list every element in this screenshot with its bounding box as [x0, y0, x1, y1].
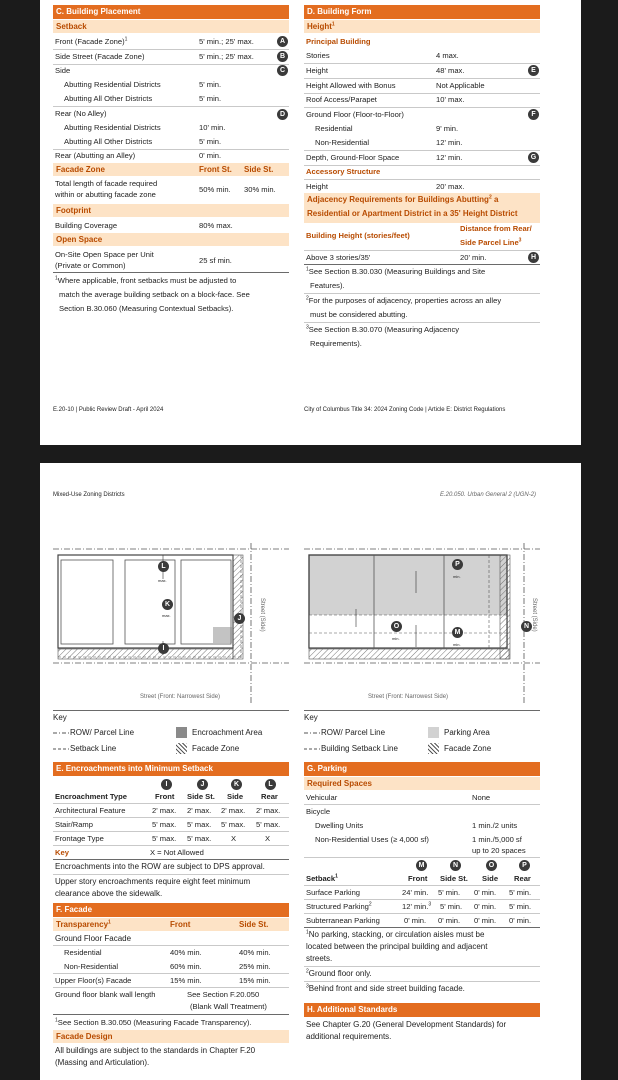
coverage-value: 80% max.	[199, 221, 233, 230]
diagram-marker-n: N	[521, 621, 532, 632]
e-col-type: Encroachment Type	[55, 792, 128, 801]
facade-zone-swatch	[176, 743, 187, 754]
key-left-encroach: Encroachment Area	[192, 728, 263, 737]
c-row-front-label: Front (Facade Zone)$^1$	[55, 36, 128, 46]
facade-front-value: 50% min.	[199, 185, 231, 194]
marker-e: E	[528, 65, 539, 76]
facade-row-label-1: Total length of facade required	[55, 179, 158, 188]
section-f-facade	[53, 903, 289, 1078]
divider	[304, 322, 540, 323]
f-row-upper-side: 15% min.	[239, 976, 271, 985]
setback-line-swatch	[53, 745, 69, 753]
g-marker-n: N	[450, 860, 461, 871]
d-row-roof-label: Roof Access/Parapet	[306, 95, 377, 104]
g-row-surface-side: 0' min.	[474, 888, 497, 897]
c-row-side-res-value: 5' min.	[199, 80, 222, 89]
footer-left: E.20-10 | Public Review Draft - April 2024	[53, 407, 164, 413]
section-h-header: H. Additional Standards	[304, 1003, 540, 1017]
section-h-additional	[304, 1003, 540, 1053]
section-g-header: G. Parking	[304, 762, 540, 776]
section-g-parking	[304, 762, 540, 1002]
g-nonres-value-1: 1 min./5,000 sf	[472, 835, 522, 844]
g-bicycle-label: Bicycle	[306, 807, 331, 816]
e-row-stair-side-st: 5' max.	[187, 820, 212, 829]
g-note-1a: $^1$No parking, stacking, or circulation aisles must be	[306, 929, 485, 939]
open-value: 25 sf min.	[199, 256, 232, 265]
d-note-2a: $^2$For the purposes of adjacency, properties across an alley	[306, 295, 502, 305]
diagram-min-m: min.	[453, 642, 461, 647]
transparency-subheader: Transparency$^1$ Front Side St.	[53, 918, 289, 931]
f-design-1: All buildings are subject to the standards in Chapter F.20	[55, 1046, 256, 1055]
g-vehicular-value: None	[472, 793, 491, 802]
g-vehicular-label: Vehicular	[306, 793, 338, 802]
key-right-row-line: ROW/ Parcel Line	[321, 728, 386, 737]
diagram-marker-i: I	[158, 643, 169, 654]
d-note-3b: Requirements).	[310, 339, 362, 348]
divider	[53, 106, 289, 107]
f-blank-value-2: (Blank Wall Treatment)	[190, 1002, 267, 1011]
divider	[304, 264, 540, 265]
f-row-res-side: 40% min.	[239, 948, 271, 957]
d-row-height-label: Height	[306, 66, 328, 75]
d-row-stories-label: Stories	[306, 51, 330, 60]
marker-h: H	[528, 252, 539, 263]
e-row-frontage-side-st: 5' max.	[187, 834, 212, 843]
c-row-front-value: 5' min.; 25' max.	[199, 37, 254, 46]
d-row-roof-value: 10' max.	[436, 95, 465, 104]
diagram-marker-p: P	[452, 559, 463, 570]
divider	[304, 857, 540, 858]
g-setback-label: Setback$^1$	[306, 873, 338, 883]
f-row-upper-label: Upper Floor(s) Facade	[55, 976, 132, 985]
section-d-building-form	[304, 5, 540, 355]
divider	[304, 899, 540, 900]
building-height-col: Building Height (stories/feet)	[306, 231, 410, 240]
acc-height-value: 20' max.	[436, 182, 465, 191]
setback-line-swatch	[304, 745, 320, 753]
e-row-arch-rear: 2' max.	[256, 806, 281, 815]
parking-diagram	[304, 543, 540, 703]
g-nonres-value-2: up to 20 spaces	[472, 846, 526, 855]
c-row-rear-other-value: 5' min.	[199, 137, 222, 146]
d-note-2b: must be considered abutting.	[310, 310, 408, 319]
g-marker-p: P	[519, 860, 530, 871]
g-nonres-label: Non-Residential Uses (≥ 4,000 sf)	[315, 835, 429, 844]
f-row-nonres-front: 60% min.	[170, 962, 202, 971]
divider	[304, 804, 540, 805]
f-ground-label: Ground Floor Facade	[55, 934, 132, 943]
key-left-title: Key	[53, 713, 67, 722]
g-dwelling-value: 1 min./2 units	[472, 821, 518, 830]
e-row-stair-type: Stair/Ramp	[55, 820, 93, 829]
open-row-label-1: On-Site Open Space per Unit	[55, 250, 154, 259]
e-marker-j: J	[197, 779, 208, 790]
e-key-label: Key	[55, 848, 69, 857]
f-row-res-label: Residential	[64, 948, 102, 957]
c-row-side-street-value: 5' min.; 25' max.	[199, 52, 254, 61]
page-bottom	[40, 463, 581, 1080]
d-row-depth-label: Depth, Ground-Floor Space	[306, 153, 400, 162]
running-header-left: Mixed-Use Zoning Districts	[53, 492, 125, 498]
d-note-1b: Features).	[310, 281, 345, 290]
divider	[53, 64, 289, 65]
e-marker-l: L	[265, 779, 276, 790]
e-marker-i: I	[161, 779, 172, 790]
facade-zone-subheader: Facade Zone Front St. Side St.	[53, 163, 289, 176]
key-left-setback-line: Setback Line	[70, 744, 117, 753]
coverage-label: Building Coverage	[55, 221, 118, 230]
parking-area-swatch	[428, 727, 439, 738]
divider	[53, 149, 289, 150]
c-row-side-other-value: 5' min.	[199, 94, 222, 103]
g-row-structured-side: 0' min.	[474, 902, 497, 911]
divider	[53, 945, 289, 946]
row-line-swatch	[53, 729, 69, 737]
diagram-marker-o: O	[391, 621, 402, 632]
facade-side-value: 30% min.	[244, 185, 276, 194]
divider	[53, 710, 289, 711]
g-row-surface-front: 24' min.	[402, 888, 429, 897]
g-note-1b: located between the principal building and adjacent	[306, 942, 488, 951]
c-row-rear-label: Rear (No Alley)	[55, 109, 107, 118]
g-marker-o: O	[486, 860, 497, 871]
facade-design-subheader: Facade Design	[53, 1030, 289, 1043]
d-row-stories-value: 4 max.	[436, 51, 459, 60]
d-row-res-label: Residential	[315, 124, 353, 133]
divider	[304, 63, 540, 64]
section-c-header: C. Building Placement	[53, 5, 289, 19]
section-d-header: D. Building Form	[304, 5, 540, 19]
g-row-subterranean-label: Subterranean Parking	[306, 916, 380, 925]
g-row-structured-label: Structured Parking$^2$	[306, 901, 372, 911]
c-row-side-street-label: Side Street (Facade Zone)	[55, 52, 145, 61]
d-note-3a: $^3$See Section B.30.070 (Measuring Adjacency	[306, 324, 460, 334]
c-row-side-res-label: Abutting Residential Districts	[64, 80, 161, 89]
diagram-right-street-front: Street (Front: Narrowest Side)	[368, 694, 449, 700]
acc-height-label: Height	[306, 182, 328, 191]
e-row-stair-front: 5' max.	[152, 820, 177, 829]
divider	[304, 179, 540, 180]
marker-f: F	[528, 109, 539, 120]
c-note-3: Section B.30.060 (Measuring Contextual Setbacks).	[59, 304, 234, 313]
e-row-arch-front: 2' max.	[152, 806, 177, 815]
divider	[53, 49, 289, 50]
divider	[304, 93, 540, 94]
diagram-min-o: min.	[392, 636, 400, 641]
section-f-header: F. Facade	[53, 903, 289, 917]
g-note-1c: streets.	[306, 954, 333, 963]
divider	[53, 803, 289, 804]
e-key-value: X = Not Allowed	[150, 848, 204, 857]
divider	[53, 859, 289, 860]
g-marker-m: M	[416, 860, 427, 871]
divider	[304, 981, 540, 982]
diagram-marker-k: K	[162, 599, 173, 610]
divider	[304, 913, 540, 914]
divider	[53, 845, 289, 846]
accessory-label: Accessory Structure	[306, 167, 381, 176]
c-note-2: match the average building setback on a block-face. See	[59, 290, 250, 299]
running-header-right: E.20.050. Urban General 2 (UGN-2)	[440, 492, 537, 498]
marker-d: D	[277, 109, 288, 120]
required-spaces-subheader: Required Spaces	[304, 777, 540, 790]
divider	[304, 250, 540, 251]
e-col-side-st: Side St.	[187, 792, 215, 801]
footer-right: City of Columbus Title 34: 2024 Zoning Code | Article E: District Regulations	[304, 407, 506, 413]
e-row-frontage-type: Frontage Type	[55, 834, 104, 843]
divider	[304, 78, 540, 79]
divider	[304, 293, 540, 294]
footprint-subheader: Footprint	[53, 204, 289, 217]
open-row-label-2: (Private or Common)	[55, 261, 126, 270]
divider	[304, 150, 540, 151]
f-row-upper-front: 15% min.	[170, 976, 202, 985]
g-row-structured-rear: 5' min.	[509, 902, 532, 911]
g-row-subterranean-side: 0' min.	[474, 916, 497, 925]
c-row-rear-res-value: 10' min.	[199, 123, 226, 132]
diagram-marker-m: M	[452, 627, 463, 638]
divider	[304, 966, 540, 967]
key-right-title: Key	[304, 713, 318, 722]
c-row-side-label: Side	[55, 66, 71, 75]
divider	[304, 885, 540, 886]
g-col-front: Front	[408, 874, 428, 883]
key-left-facade: Facade Zone	[192, 744, 240, 753]
c-row-rear-alley-label: Rear (Abutting an Alley)	[55, 151, 136, 160]
d-row-nonres-label: Non-Residential	[315, 138, 370, 147]
divider	[53, 831, 289, 832]
g-row-subterranean-front: 0' min.	[404, 916, 427, 925]
key-right-parking: Parking Area	[444, 728, 490, 737]
e-row-stair-side: 5' max.	[221, 820, 246, 829]
d-row-bonus-value: Not Applicable	[436, 81, 485, 90]
e-note-1: Encroachments into the ROW are subject to DPS approval.	[55, 862, 265, 871]
e-col-rear: Rear	[261, 792, 278, 801]
c-note-1: $^1$Where applicable, front setbacks must be adjusted to	[55, 275, 237, 285]
encroachment-diagram	[53, 543, 289, 703]
e-row-arch-side: 2' max.	[221, 806, 246, 815]
principal-building-label: Principal Building	[306, 37, 371, 46]
encroachment-swatch	[176, 727, 187, 738]
g-row-surface-rear: 5' min.	[509, 888, 532, 897]
adjacency-subheader: Adjacency Requirements for Buildings Abutting$^2$ a Residential or Apartment District in a 35' Height District	[304, 193, 540, 223]
c-row-side-other-label: Abutting All Other Districts	[64, 94, 153, 103]
diagram-marker-l: L	[158, 561, 169, 572]
d-row-depth-value: 12' min.	[436, 153, 463, 162]
f-blank-label: Ground floor blank wall length	[55, 990, 156, 999]
divider	[304, 710, 540, 711]
key-right-facade: Facade Zone	[444, 744, 492, 753]
d-row-height-value: 48' max.	[436, 66, 465, 75]
c-row-rear-alley-value: 0' min.	[199, 151, 222, 160]
section-e-header: E. Encroachments into Minimum Setback	[53, 762, 289, 776]
g-row-subterranean-rear: 0' min.	[509, 916, 532, 925]
setback-subheader: Setback	[53, 20, 289, 33]
h-text-1: See Chapter G.20 (General Development Standards) for	[306, 1020, 507, 1029]
divider	[53, 987, 289, 988]
e-row-frontage-side: X	[231, 834, 237, 843]
e-row-arch-type: Architectural Feature	[55, 806, 126, 815]
divider	[53, 973, 289, 974]
g-dwelling-label: Dwelling Units	[315, 821, 364, 830]
d-row-res-value: 9' min.	[436, 124, 459, 133]
g-col-rear: Rear	[514, 874, 531, 883]
distance-col-2: Side Parcel Line$^3$	[460, 237, 522, 247]
h-text-2: additional requirements.	[306, 1032, 392, 1041]
divider	[304, 107, 540, 108]
g-col-side: Side	[482, 874, 499, 883]
f-design-2: (Massing and Articulation).	[55, 1058, 150, 1067]
g-note-2: $^2$Ground floor only.	[306, 968, 372, 978]
d-row-ground-label: Ground Floor (Floor-to-Floor)	[306, 110, 404, 119]
facade-row-label-2: within or abutting facade zone	[55, 190, 156, 199]
f-row-res-front: 40% min.	[170, 948, 202, 957]
row-line-swatch	[304, 729, 320, 737]
distance-col-1: Distance from Rear/	[460, 224, 532, 233]
divider	[53, 272, 289, 273]
c-row-rear-res-label: Abutting Residential Districts	[64, 123, 161, 132]
g-row-subterranean-side-st: 0' min.	[438, 916, 461, 925]
g-row-structured-side-st: 5' min.	[440, 902, 463, 911]
diagram-max-l: max.	[158, 578, 167, 583]
g-row-surface-side-st: 5' min.	[438, 888, 461, 897]
key-left-row-line: ROW/ Parcel Line	[70, 728, 135, 737]
divider	[53, 1014, 289, 1015]
e-row-frontage-rear: X	[265, 834, 271, 843]
e-row-frontage-front: 5' max.	[152, 834, 177, 843]
f-note: $^1$See Section B.30.050 (Measuring Facade Transparency).	[55, 1017, 252, 1027]
d-note-1a: $^1$See Section B.30.030 (Measuring Buildings and Site	[306, 266, 486, 276]
f-blank-value-1: See Section F.20.050	[187, 990, 260, 999]
divider	[53, 874, 289, 875]
marker-c: C	[277, 65, 288, 76]
divider	[53, 817, 289, 818]
diagram-left-street-front: Street (Front: Narrowest Side)	[140, 694, 221, 700]
g-row-structured-front: 12' min.$^3$	[402, 901, 432, 911]
above-label: Above 3 stories/35'	[306, 253, 371, 262]
g-note-3: $^3$Behind front and side street building facade.	[306, 983, 465, 993]
height-subheader: Height$^1$	[304, 20, 540, 33]
d-row-bonus-label: Height Allowed with Bonus	[306, 81, 396, 90]
diagram-right-street-side: Street (Side)	[531, 598, 537, 632]
page-top	[40, 0, 581, 445]
f-row-nonres-side: 25% min.	[239, 962, 271, 971]
diagram-marker-j: J	[234, 613, 245, 624]
diagram-min-p: min.	[453, 574, 461, 579]
e-note-2a: Upper story encroachments require eight feet minimum	[55, 877, 251, 886]
diagram-max-k: max.	[162, 613, 171, 618]
g-row-surface-label: Surface Parking	[306, 888, 361, 897]
d-row-nonres-value: 12' min.	[436, 138, 463, 147]
f-row-nonres-label: Non-Residential	[64, 962, 119, 971]
e-row-arch-side-st: 2' max.	[187, 806, 212, 815]
above-value: 20' min.	[460, 253, 487, 262]
e-row-stair-rear: 5' max.	[256, 820, 281, 829]
e-col-front: Front	[155, 792, 175, 801]
key-right-setback-line: Building Setback Line	[321, 744, 398, 753]
section-e-encroachments	[53, 762, 289, 902]
open-space-subheader: Open Space	[53, 233, 289, 246]
diagram-left-street-side: Street (Side)	[259, 598, 265, 632]
marker-a: A	[277, 36, 288, 47]
divider	[304, 165, 540, 166]
marker-b: B	[277, 51, 288, 62]
e-col-side: Side	[227, 792, 244, 801]
g-col-side-st: Side St.	[440, 874, 468, 883]
section-c-building-placement	[53, 5, 289, 315]
facade-zone-swatch	[428, 743, 439, 754]
divider	[304, 927, 540, 928]
c-row-rear-other-label: Abutting All Other Districts	[64, 137, 153, 146]
e-marker-k: K	[231, 779, 242, 790]
e-note-2b: clearance above the sidewalk.	[55, 889, 163, 898]
marker-g: G	[528, 152, 539, 163]
